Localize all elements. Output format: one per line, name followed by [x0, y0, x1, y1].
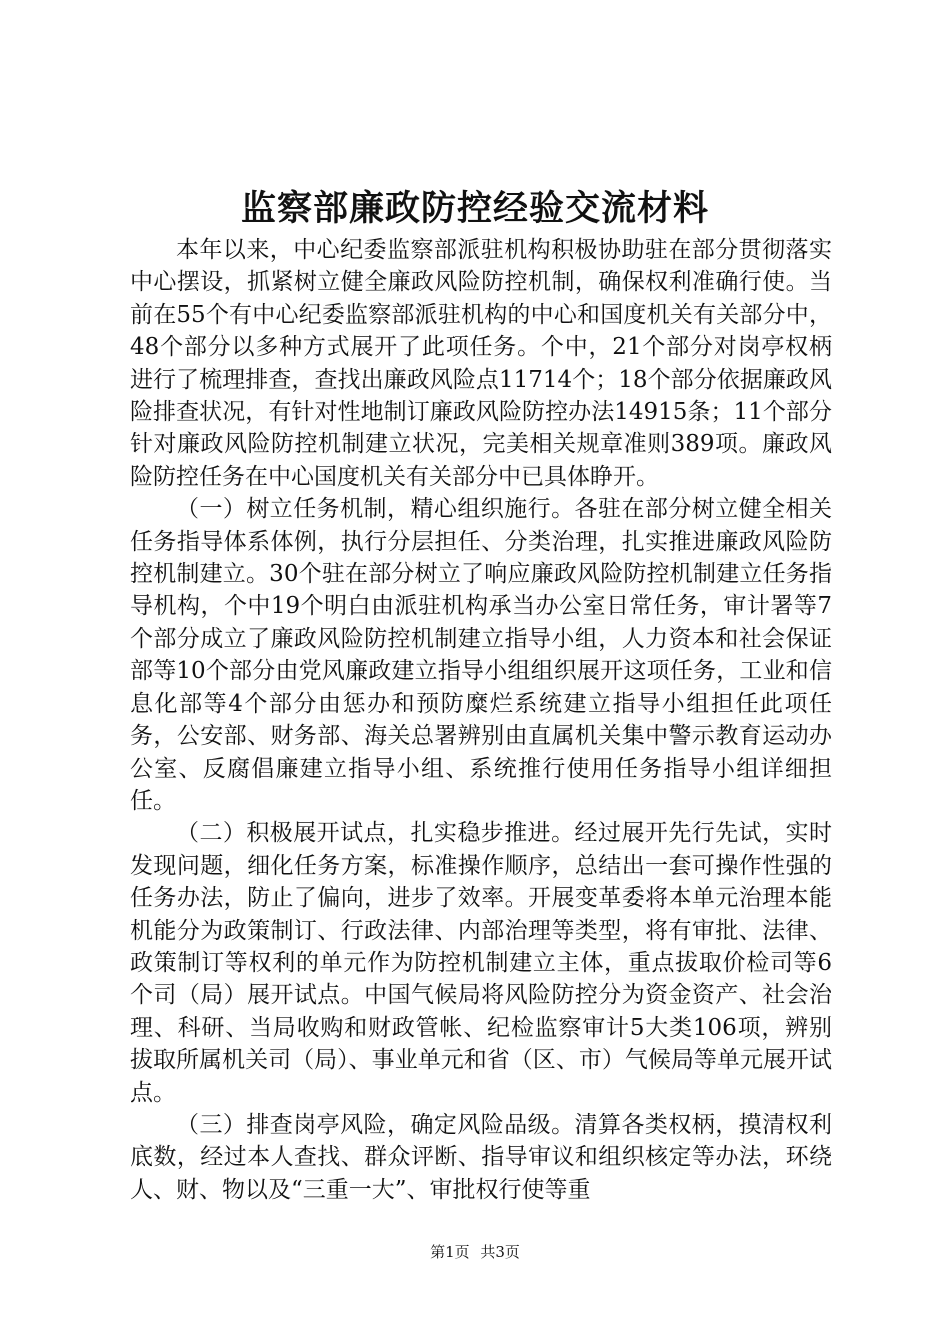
- document-body: [130, 234, 832, 1206]
- paragraph-section-3: （三）排查岗亭风险，确定风险品级。清算各类权柄，摸清权利底数，经过本人查找、群众评断、指导审议和组织核定等办法，环绕人、财、物以及“三重一大”、审批权行使等重: [130, 1111, 832, 1203]
- page-footer: [0, 1241, 950, 1263]
- paragraph-intro: 本年以来，中心纪委监察部派驻机构积极协助驻在部分贯彻落实中心摆设，抓紧树立健全廉政风险防控机制，确保权利准确行使。当前在55个有中心纪委监察部派驻机构的中心和国度机关有关部分中，48个部分以多种方式展开了此项任务。个中，21个部分对岗亭权柄进行了梳理排查，查找出廉政风险点11714个；18个部分依据廉政风险排查状况，有针对性地制订廉政风险防控办法14915条；11个部分针对廉政风险防控机制建立状况，完美相关规章准则389项。廉政风险防控任务在中心国度机关有关部分中已具体睁开。: [130, 237, 832, 490]
- paragraph-section-2: （二）积极展开试点，扎实稳步推进。经过展开先行先试，实时发现问题，细化任务方案，标准操作顺序，总结出一套可操作性强的任务办法，防止了偏向，进步了效率。开展变革委将本单元治理本能机能分为政策制订、行政法律、内部治理等类型，将有审批、法律、政策制订等权利的单元作为防控机制建立主体，重点拔取价检司等6个司（局）展开试点。中国气候局将风险防控分为资金资产、社会治理、科研、当局收购和财政管帐、纪检监察审计5大类106项，辨别拔取所属机关司（局）、事业单元和省（区、市）气候局等单元展开试点。: [130, 820, 832, 1106]
- page-number: 第1页: [430, 1243, 470, 1261]
- page-total: 共3页: [480, 1243, 520, 1261]
- document-title: 监察部廉政防控经验交流材料: [240, 188, 709, 229]
- paragraph-section-1: （一）树立任务机制，精心组织施行。各驻在部分树立健全相关任务指导体系体例，执行分层担任、分类治理，扎实推进廉政风险防控机制建立。30个驻在部分树立了响应廉政风险防控机制建立任务指导机构，个中19个明白由派驻机构承当办公室日常任务，审计署等7个部分成立了廉政风险防控机制建立指导小组，人力资本和社会保证部等10个部分由党风廉政建立指导小组组织展开这项任务，工业和信息化部等4个部分由惩办和预防糜烂系统建立指导小组担任此项任务，公安部、财务部、海关总署辨别由直属机关集中警示教育运动办公室、反腐倡廉建立指导小组、系统推行使用任务指导小组详细担任。: [130, 496, 832, 814]
